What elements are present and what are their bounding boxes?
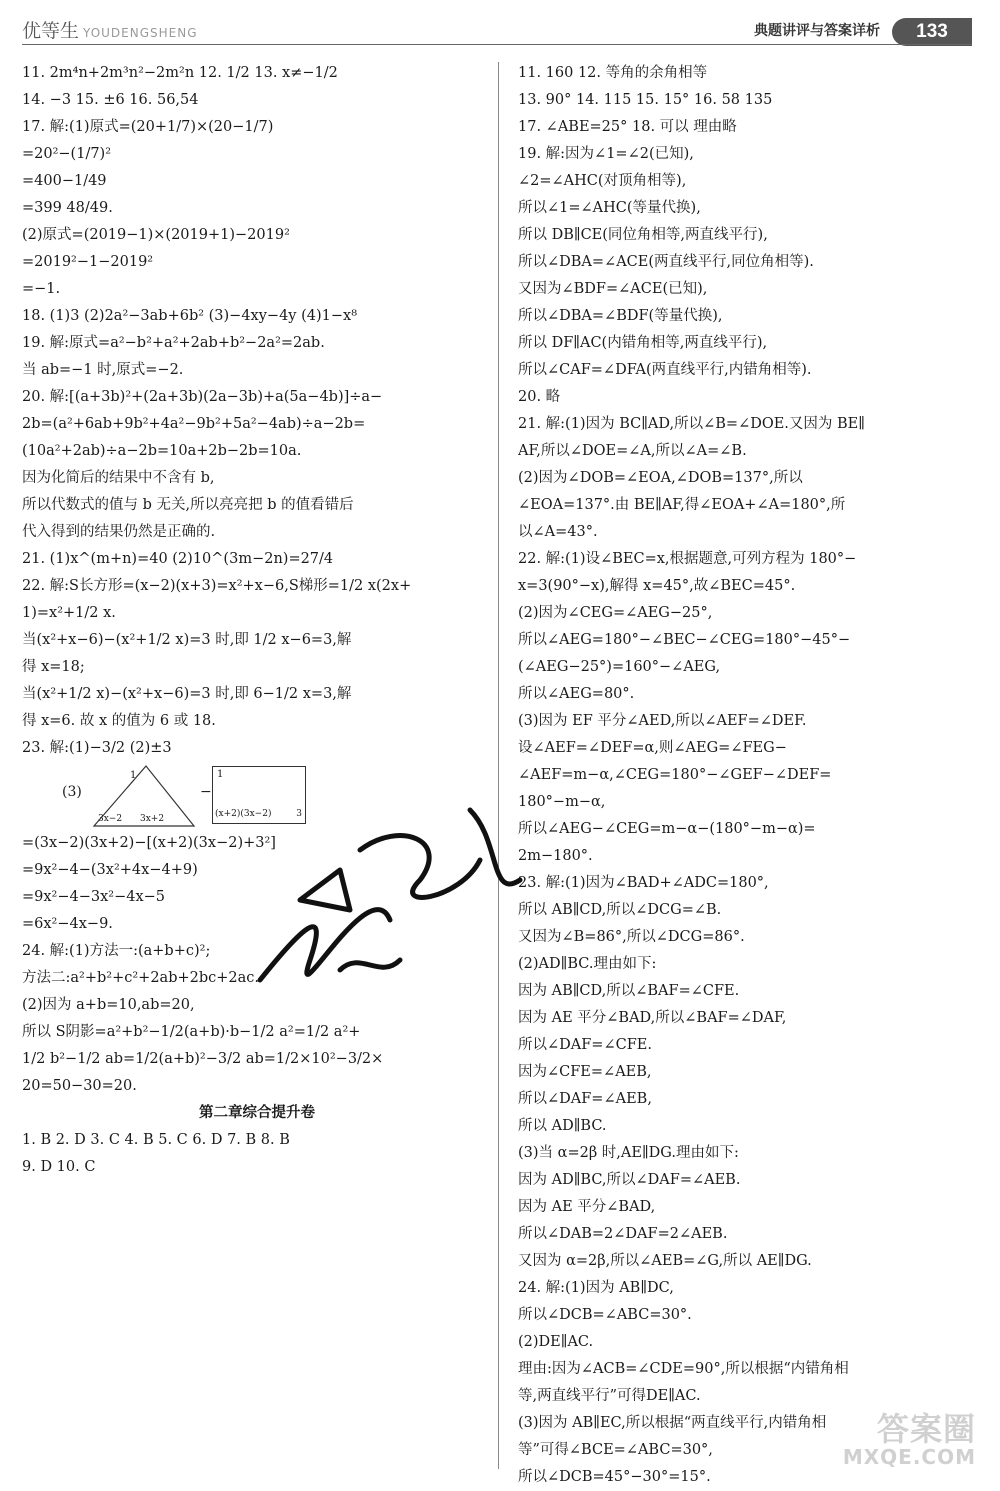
left-answer-line: =9x²−4−(3x²+4x−4+9) <box>22 862 198 878</box>
page-number: 133 <box>892 18 972 46</box>
right-answer-line: AF,所以∠DOE=∠A,所以∠A=∠B. <box>518 443 747 459</box>
right-answer-line: 13. 90° 14. 115 15. 15° 16. 58 135 <box>518 92 773 108</box>
left-answer-line: 14. −3 15. ±6 16. 56,54 <box>22 92 199 108</box>
right-answer-line: 以∠A=43°. <box>518 524 598 540</box>
left-answer-line: 19. 解:原式=a²−b²+a²+2ab+b²−2a²=2ab. <box>22 335 325 351</box>
right-answer-line: ∠EOA=137°.由 BE∥AF,得∠EOA+∠A=180°,所 <box>518 497 846 513</box>
right-answer-line: (3)当 α=2β 时,AE∥DG.理由如下: <box>518 1145 739 1161</box>
right-answer-line: 所以∠DBA=∠ACE(两直线平行,同位角相等). <box>518 254 814 270</box>
left-answer-line: 代入得到的结果仍然是正确的. <box>22 524 216 540</box>
right-answer-line: 所以∠1=∠AHC(等量代换), <box>518 200 701 216</box>
left-answer-line: 20. 解:[(a+3b)²+(2a+3b)(2a−3b)+a(5a−4b)]÷a− <box>22 389 383 405</box>
left-answer-line: (2)原式=(2019−1)×(2019+1)−2019² <box>22 227 290 243</box>
left-answer-line: =6x²−4x−9. <box>22 916 113 932</box>
left-answer-line: 得 x=18; <box>22 659 85 675</box>
right-column <box>518 60 978 1491</box>
left-answer-line: 24. 解:(1)方法一:(a+b+c)²; <box>22 943 211 959</box>
left-answer-line: (2)因为 a+b=10,ab=20, <box>22 997 195 1013</box>
right-answer-line: x=3(90°−x),解得 x=45°,故∠BEC=45°. <box>518 578 796 594</box>
triangle-base-left: 3x−2 <box>98 814 123 824</box>
right-answer-line: 所以∠DBA=∠BDF(等量代换), <box>518 308 723 324</box>
left-answer-line: 17. 解:(1)原式=(20+1/7)×(20−1/7) <box>22 119 274 135</box>
triangle-top-label: 1 <box>130 770 137 781</box>
left-answer-line: (10a²+2ab)÷a−2b=10a+2b−2b=10a. <box>22 443 302 459</box>
triangle-base-right: 3x+2 <box>140 814 165 824</box>
chapter-title: 第二章综合提升卷 <box>199 1105 315 1121</box>
rectangle-diagram <box>212 766 306 824</box>
column-divider <box>498 62 499 1469</box>
right-answer-line: 又因为 α=2β,所以∠AEB=∠G,所以 AE∥DG. <box>518 1253 812 1269</box>
right-answer-line: 等,两直线平行”可得DE∥AC. <box>518 1388 701 1404</box>
left-answer-line: 9. D 10. C <box>22 1159 96 1175</box>
left-answer-line: =9x²−4−3x²−4x−5 <box>22 889 166 905</box>
right-answer-line: 180°−m−α, <box>518 794 606 810</box>
left-column <box>22 60 492 1181</box>
right-answer-line: 所以∠CAF=∠DFA(两直线平行,内错角相等). <box>518 362 812 378</box>
right-answer-line: 理由:因为∠ACB=∠CDE=90°,所以根据“内错角相 <box>518 1361 849 1377</box>
right-answer-line: ∠AEF=m−α,∠CEG=180°−∠GEF−∠DEF= <box>518 767 832 783</box>
left-answer-line: =(3x−2)(3x+2)−[(x+2)(3x−2)+3²] <box>22 835 276 851</box>
left-answer-line: 18. (1)3 (2)2a²−3ab+6b² (3)−4xy−4y (4)1−x⁸ <box>22 308 358 324</box>
minus-sign: − <box>200 784 212 800</box>
right-answer-line: 因为 AE 平分∠BAD,所以∠BAF=∠DAF, <box>518 1010 787 1026</box>
right-answer-line: 因为 AD∥BC,所以∠DAF=∠AEB. <box>518 1172 741 1188</box>
right-answer-line: 所以 DF∥AC(内错角相等,两直线平行), <box>518 335 768 351</box>
right-answer-line: (2)DE∥AC. <box>518 1334 594 1350</box>
right-answer-line: 等”可得∠BCE=∠ABC=30°, <box>518 1442 713 1458</box>
left-answer-line: 1)=x²+1/2 x. <box>22 605 116 621</box>
right-answer-line: 23. 解:(1)因为∠BAD+∠ADC=180°, <box>518 875 769 891</box>
right-answer-line: (3)因为 AB∥EC,所以根据“两直线平行,内错角相 <box>518 1415 827 1431</box>
brand-pinyin: YOUDENGSHENG <box>83 26 198 40</box>
left-answer-line: =20²−(1/7)² <box>22 146 112 162</box>
left-answer-line: =399 48/49. <box>22 200 113 216</box>
watermark-logo <box>842 1410 976 1469</box>
right-answer-line: 所以∠DCB=45°−30°=15°. <box>518 1469 711 1485</box>
right-answer-line: 设∠AEF=∠DEF=α,则∠AEG=∠FEG− <box>518 740 787 756</box>
left-answer-line: =2019²−1−2019² <box>22 254 154 270</box>
left-answer-line: 20=50−30=20. <box>22 1078 137 1094</box>
page-header <box>0 0 1000 46</box>
right-answer-line: ∠2=∠AHC(对顶角相等), <box>518 173 687 189</box>
right-answer-line: 17. ∠ABE=25° 18. 可以 理由略 <box>518 119 737 135</box>
right-answer-line: 21. 解:(1)因为 BC∥AD,所以∠B=∠DOE.又因为 BE∥ <box>518 416 865 432</box>
left-answer-line: 1/2 b²−1/2 ab=1/2(a+b)²−3/2 ab=1/2×10²−3/2× <box>22 1051 384 1067</box>
right-answer-line: 所以∠DAF=∠CFE. <box>518 1037 652 1053</box>
left-answer-line: 所以代数式的值与 b 无关,所以亮亮把 b 的值看错后 <box>22 497 354 513</box>
left-answer-line: 当(x²+1/2 x)−(x²+x−6)=3 时,即 6−1/2 x=3,解 <box>22 686 352 702</box>
left-answer-line: 所以 S阴影=a²+b²−1/2(a+b)·b−1/2 a²=1/2 a²+ <box>22 1024 361 1040</box>
left-answer-line: 11. 2m⁴n+2m³n²−2m²n 12. 1/2 13. x≠−1/2 <box>22 65 338 81</box>
right-answer-line: (3)因为 EF 平分∠AED,所以∠AEF=∠DEF. <box>518 713 807 729</box>
right-answer-line: 19. 解:因为∠1=∠2(已知), <box>518 146 694 162</box>
right-answer-line: (2)因为∠DOB=∠EOA,∠DOB=137°,所以 <box>518 470 803 486</box>
right-answer-line: 11. 160 12. 等角的余角相等 <box>518 65 708 81</box>
right-answer-line: 因为∠CFE=∠AEB, <box>518 1064 652 1080</box>
right-answer-line: 22. 解:(1)设∠BEC=x,根据题意,可列方程为 180°− <box>518 551 857 567</box>
right-answer-line: 因为 AE 平分∠BAD, <box>518 1199 656 1215</box>
right-answer-line: 20. 略 <box>518 389 561 405</box>
right-answer-line: 所以 DB∥CE(同位角相等,两直线平行), <box>518 227 768 243</box>
left-answer-line: =400−1/49 <box>22 173 107 189</box>
left-answer-line: 23. 解:(1)−3/2 (2)±3 <box>22 740 172 756</box>
brand-logo <box>22 16 198 43</box>
left-answer-line: 因为化简后的结果中不含有 b, <box>22 470 215 486</box>
left-answer-line: 方法二:a²+b²+c²+2ab+2bc+2ac. <box>22 970 259 986</box>
area-figure <box>22 762 492 830</box>
left-answer-line: 1. B 2. D 3. C 4. B 5. C 6. D 7. B 8. B <box>22 1132 290 1148</box>
section-title: 典题讲评与答案详析 <box>754 23 880 39</box>
left-answer-line: 22. 解:S长方形=(x−2)(x+3)=x²+x−6,S梯形=1/2 x(2x+ <box>22 578 412 594</box>
right-answer-line: 又因为∠B=86°,所以∠DCG=86°. <box>518 929 745 945</box>
left-answer-line: 2b=(a²+6ab+9b²+4a²−9b²+5a²−4ab)÷a−2b= <box>22 416 366 432</box>
left-answer-line: 当(x²+x−6)−(x²+1/2 x)=3 时,即 1/2 x−6=3,解 <box>22 632 352 648</box>
right-answer-line: (2)因为∠CEG=∠AEG−25°, <box>518 605 713 621</box>
right-answer-line: 所以∠DCB=∠ABC=30°. <box>518 1307 692 1323</box>
left-answer-line: =−1. <box>22 281 61 297</box>
right-answer-line: 所以∠AEG=180°−∠BEC−∠CEG=180°−45°− <box>518 632 851 648</box>
rect-bottom-label: (x+2)(3x−2) <box>215 809 272 819</box>
right-answer-line: (2)AD∥BC.理由如下: <box>518 956 657 972</box>
watermark-title: 答案圈 <box>876 1410 976 1448</box>
header-rule <box>22 44 972 45</box>
left-answer-line: 得 x=6. 故 x 的值为 6 或 18. <box>22 713 216 729</box>
right-answer-line: 所以∠DAB=2∠DAF=2∠AEB. <box>518 1226 728 1242</box>
left-answer-line: 21. (1)x^(m+n)=40 (2)10^(3m−2n)=27/4 <box>22 551 334 567</box>
right-answer-line: 因为 AB∥CD,所以∠BAF=∠CFE. <box>518 983 740 999</box>
rect-right-label: 3 <box>296 809 302 819</box>
right-answer-line: 24. 解:(1)因为 AB∥DC, <box>518 1280 674 1296</box>
right-answer-line: 又因为∠BDF=∠ACE(已知), <box>518 281 708 297</box>
watermark-url: MXQE.COM <box>842 1445 976 1469</box>
right-answer-line: 所以∠AEG−∠CEG=m−α−(180°−m−α)= <box>518 821 816 837</box>
right-answer-line: (∠AEG−25°)=160°−∠AEG, <box>518 659 721 675</box>
right-answer-line: 所以∠DAF=∠AEB, <box>518 1091 652 1107</box>
left-answer-line: 当 ab=−1 时,原式=−2. <box>22 362 184 378</box>
right-answer-line: 2m−180°. <box>518 848 593 864</box>
right-answer-line: 所以∠AEG=80°. <box>518 686 635 702</box>
brand-name: 优等生 <box>22 20 80 42</box>
figure-label: (3) <box>62 784 82 800</box>
rect-top-label: 1 <box>217 769 224 780</box>
right-answer-line: 所以 AB∥CD,所以∠DCG=∠B. <box>518 902 722 918</box>
right-answer-line: 所以 AD∥BC. <box>518 1118 607 1134</box>
